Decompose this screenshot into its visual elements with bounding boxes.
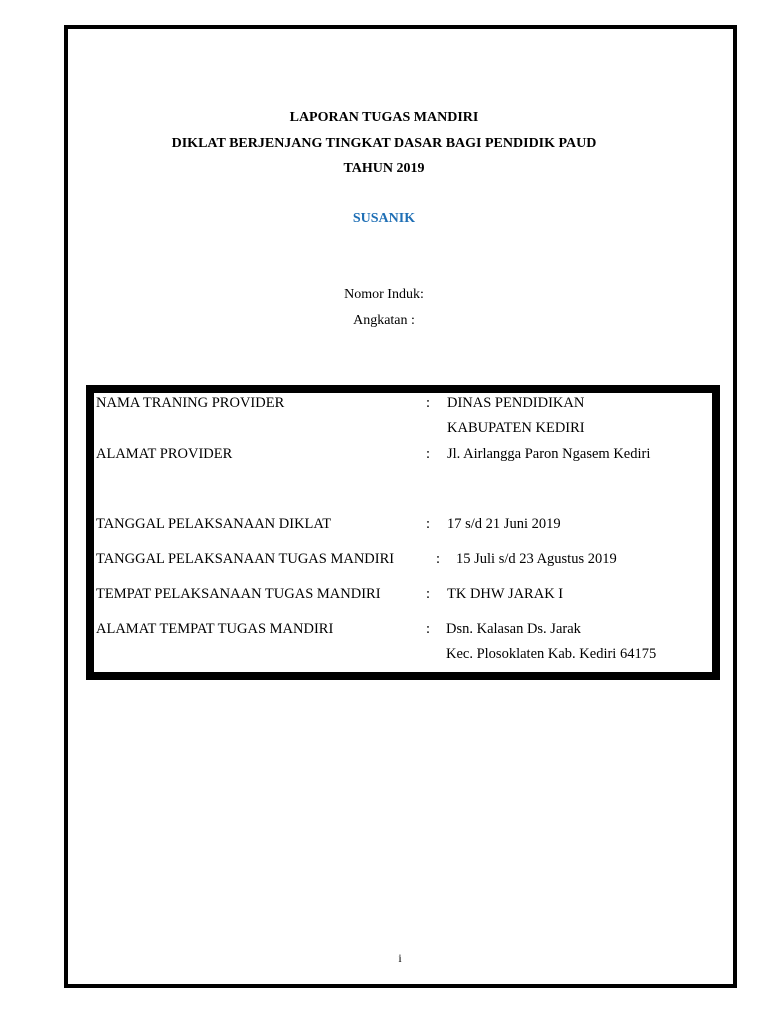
page-number: i bbox=[398, 951, 402, 965]
angkatan-label: Angkatan : bbox=[353, 313, 415, 328]
provider-name-colon: : bbox=[426, 395, 431, 411]
provider-name-label: NAMA TRANING PROVIDER bbox=[96, 395, 285, 411]
diklat-date-label: TANGGAL PELAKSANAAN DIKLAT bbox=[96, 516, 332, 532]
task-date-colon: : bbox=[436, 551, 441, 567]
task-address-label: ALAMAT TEMPAT TUGAS MANDIRI bbox=[96, 621, 334, 637]
provider-name-value-line2: KABUPATEN KEDIRI bbox=[447, 420, 585, 436]
diklat-date-colon: : bbox=[426, 516, 431, 532]
diklat-date-value: 17 s/d 21 Juni 2019 bbox=[447, 516, 561, 532]
participant-name: SUSANIK bbox=[352, 211, 416, 226]
report-subtitle: DIKLAT BERJENJANG TINGKAT DASAR BAGI PENDIDIK PAUD bbox=[171, 136, 597, 151]
provider-address-colon: : bbox=[426, 446, 431, 462]
task-address-colon: : bbox=[426, 621, 431, 637]
nomor-induk-label: Nomor Induk: bbox=[344, 287, 424, 302]
task-place-colon: : bbox=[426, 586, 431, 602]
provider-name-value: DINAS PENDIDIKAN bbox=[447, 395, 585, 411]
report-year: TAHUN 2019 bbox=[343, 161, 425, 176]
task-date-label: TANGGAL PELAKSANAAN TUGAS MANDIRI bbox=[96, 551, 395, 567]
task-place-value: TK DHW JARAK I bbox=[447, 586, 564, 602]
task-address-value-line2: Kec. Plosoklaten Kab. Kediri 64175 bbox=[446, 646, 657, 662]
task-address-value: Dsn. Kalasan Ds. Jarak bbox=[446, 621, 581, 637]
report-title: LAPORAN TUGAS MANDIRI bbox=[289, 110, 479, 125]
task-date-value: 15 Juli s/d 23 Agustus 2019 bbox=[456, 551, 617, 567]
task-place-label: TEMPAT PELAKSANAAN TUGAS MANDIRI bbox=[96, 586, 381, 602]
provider-address-label: ALAMAT PROVIDER bbox=[96, 446, 233, 462]
provider-address-value: Jl. Airlangga Paron Ngasem Kediri bbox=[447, 446, 651, 462]
